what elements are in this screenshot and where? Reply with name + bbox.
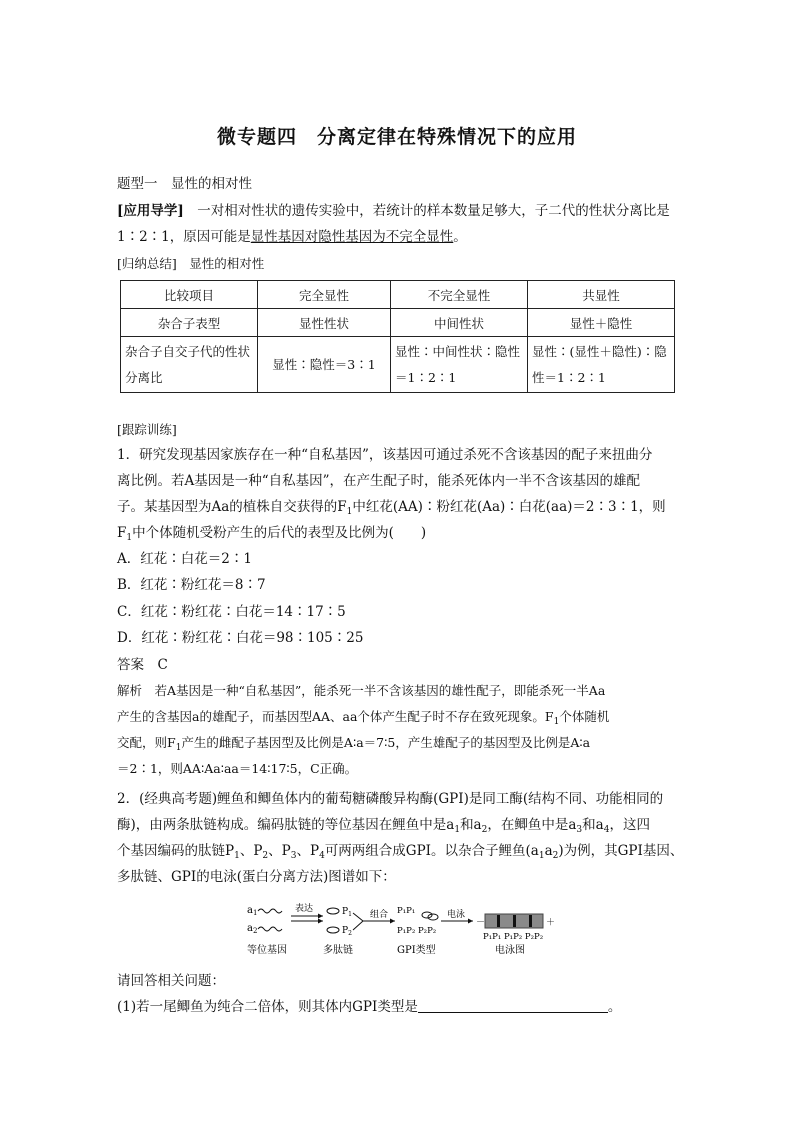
arrow-head-icon xyxy=(318,919,323,924)
section-heading: 题型一 显性的相对性 xyxy=(117,176,252,192)
q2-prompt: 请回答相关问题： xyxy=(117,973,225,989)
label-peptide: 多肽链 xyxy=(323,945,353,956)
subscript: 1 xyxy=(175,743,182,753)
arrow-head-icon xyxy=(390,919,395,924)
explanation-line-4: ＝2∶1，则AA∶Aa∶aa＝14∶17∶5，C正确。 xyxy=(117,761,358,776)
table-cell: 显性∶(显性＋隐性)∶隐性＝1∶2∶1 xyxy=(528,337,675,393)
guide-text-1: 一对相对性状的遗传实验中，若统计的样本数量足够大，子二代的性状分离比是 xyxy=(183,203,670,219)
table-cell: 中间性状 xyxy=(391,309,528,337)
q2-line-3 xyxy=(117,842,683,860)
q2-text: 和a xyxy=(582,817,604,833)
subscript: 1 xyxy=(346,507,353,517)
subscript: 4 xyxy=(603,825,610,835)
dna-wave-icon xyxy=(258,909,282,913)
option-d: D．红花∶粉红花∶白花＝98∶105∶25 xyxy=(117,630,364,646)
table-cell: 显性∶中间性状∶隐性＝1∶2∶1 xyxy=(391,337,528,393)
arrow-head-icon xyxy=(468,919,473,924)
table-header-cell: 共显性 xyxy=(528,281,675,309)
positive-pole-label: ＋ xyxy=(546,918,556,928)
enzyme-blob-icon xyxy=(422,912,432,918)
explanation-text: 产生的含基因a的雄配子，而基因型AA、aa个体产生配子时不存在致死现象。F xyxy=(117,709,554,724)
enzyme-blob-icon xyxy=(428,914,438,920)
label-gel: 电泳图 xyxy=(495,945,525,956)
q2-text: 酶)，由两条肽链构成。编码肽链的等位基因在鲤鱼中是a xyxy=(117,817,455,833)
q1-text: 中个体随机受粉产生的后代的表型及比例为( ) xyxy=(132,525,427,541)
table-header-cell: 不完全显性 xyxy=(391,281,528,309)
q2-text: )为例，其GPI基因、 xyxy=(558,843,684,859)
table-row xyxy=(121,309,675,337)
p2-label: $P_2$ xyxy=(342,926,352,937)
explanation-line-1: 解析 若A基因是一种“自私基因”，能杀死一半不含该基因的雄性配子，即能杀死一半Aa xyxy=(117,683,606,698)
summary-tag: [归纳总结] 显性的相对性 xyxy=(117,256,265,271)
peptide-blob-icon xyxy=(327,908,339,914)
q2-sub1-text: (1)若一尾鲫鱼为纯合二倍体，则其体内GPI类型是 xyxy=(117,999,418,1015)
summary-table xyxy=(120,280,675,393)
subscript: 2 xyxy=(481,825,488,835)
subscript: 3 xyxy=(576,825,583,835)
q2-text: ，在鲫鱼中是a xyxy=(487,817,577,833)
practice-tag: [跟踪训练] xyxy=(117,422,177,437)
page-title: 微专题四 分离定律在特殊情况下的应用 xyxy=(216,126,577,148)
table-cell: 杂合子自交子代的性状分离比 xyxy=(121,337,258,393)
q1-line-4 xyxy=(117,524,426,542)
option-b: B．红花∶粉红花＝8∶7 xyxy=(117,577,266,593)
q1-line-2: 离比例。若A基因是一种“自私基因”，在产生配子时，能杀死体内一半不含该基因的雄配 xyxy=(117,473,641,489)
guide-text-2b: 。 xyxy=(453,229,467,245)
subscript: 2 xyxy=(552,851,559,861)
q2-text: 个基因编码的肽链P xyxy=(117,843,235,859)
subscript: 1 xyxy=(538,851,545,861)
label-allele: 等位基因 xyxy=(247,945,287,956)
peptide-blob-icon xyxy=(327,927,339,933)
merge-line xyxy=(353,921,363,930)
subscript: 2 xyxy=(262,851,269,861)
gel-band xyxy=(513,915,516,927)
allele-a1-label: $a_1$ xyxy=(247,905,258,917)
subscript: 1 xyxy=(454,825,461,835)
subscript: 1 xyxy=(126,533,133,543)
explanation-line-2 xyxy=(117,708,609,726)
subscript: 1 xyxy=(234,851,240,861)
combine-label: 组合 xyxy=(370,910,389,920)
q2-text: a xyxy=(544,843,553,859)
q2-line-4: 多肽链、GPI的电泳(蛋白分离方法)图谱如下： xyxy=(117,869,396,885)
q2-text: 、P xyxy=(296,843,320,859)
dna-wave-icon xyxy=(258,927,282,931)
gel-band xyxy=(529,915,532,927)
p1-label: $P_1$ xyxy=(342,907,352,918)
table-cell: 显性∶隐性＝3∶1 xyxy=(258,337,391,393)
answer: 答案 C xyxy=(117,657,168,673)
answer-blank[interactable] xyxy=(418,998,608,1013)
gpi-type-bottom: P₁P₂ P₂P₂ xyxy=(397,926,437,936)
gel-band xyxy=(497,915,500,927)
q2-text: 、P xyxy=(239,843,263,859)
express-label: 表达 xyxy=(295,904,314,914)
q2-line-2 xyxy=(117,816,650,834)
explanation-text: 个体随机 xyxy=(559,709,610,724)
explanation-text: 产生的雌配子基因型及比例是A∶a＝7∶5，产生雄配子的基因型及比例是A∶a xyxy=(181,735,591,750)
guide-text-2a: 1∶2∶1，原因可能是 xyxy=(117,229,251,245)
subscript: 4 xyxy=(319,851,325,861)
table-cell: 杂合子表型 xyxy=(121,309,258,337)
merge-line xyxy=(353,913,363,921)
option-c: C．红花∶粉红花∶白花＝14∶17∶5 xyxy=(117,604,346,620)
option-a: A．红花∶白花＝2∶1 xyxy=(117,551,252,567)
label-gpi-type: GPI类型 xyxy=(397,945,436,956)
q1-text: 子。某基因型为Aa的植株自交获得的F xyxy=(117,499,347,515)
q2-line-1: 2．(经典高考题)鲤鱼和鲫鱼体内的葡萄糖磷酸异构酶(GPI)是同工酶(结构不同、功能相同的 xyxy=(117,791,664,807)
explanation-text: 交配，则F xyxy=(117,735,176,750)
table-header-cell: 完全显性 xyxy=(258,281,391,309)
q1-text: 中红花(AA)∶粉红花(Aa)∶白花(aa)＝2∶3∶1，则 xyxy=(352,499,666,515)
table-row xyxy=(121,337,675,393)
table-header-cell: 比较项目 xyxy=(121,281,258,309)
negative-pole-label: － xyxy=(476,918,486,928)
allele-a2-label: $a_2$ xyxy=(247,923,258,935)
guide-tag: [应用导学] xyxy=(117,203,184,219)
q2-text: 和a xyxy=(460,817,482,833)
q2-text: 可两两组合成GPI。以杂合子鲤鱼(a xyxy=(324,843,539,859)
table-cell: 显性性状 xyxy=(258,309,391,337)
subscript: 3 xyxy=(290,851,297,861)
guide-line-1 xyxy=(117,202,670,220)
guide-line-2 xyxy=(117,228,467,246)
arrow-head-icon xyxy=(318,914,323,919)
electrophoresis-diagram xyxy=(247,903,567,958)
q2-text: 、P xyxy=(268,843,291,859)
q2-sub1-end: 。 xyxy=(607,999,622,1015)
subscript: 1 xyxy=(553,717,560,727)
table-row xyxy=(121,281,675,309)
q1-line-3 xyxy=(117,498,666,516)
q1-line-1: 1．研究发现基因家族存在一种“自私基因”，该基因可通过杀死不含该基因的配子来扭曲分 xyxy=(117,447,653,463)
gpi-type-top: P₁P₁ xyxy=(397,906,416,916)
q1-text: F xyxy=(117,525,127,541)
table-cell: 显性＋隐性 xyxy=(528,309,675,337)
guide-underlined: 显性基因对隐性基因为不完全显性 xyxy=(250,229,454,245)
q2-sub1 xyxy=(117,998,621,1016)
q2-text: ，这四 xyxy=(609,817,650,833)
electrophoresis-label: 电泳 xyxy=(447,910,466,920)
gel-lane-labels: P₁P₁ P₁P₂ P₂P₂ xyxy=(483,932,544,942)
explanation-line-3 xyxy=(117,734,590,752)
